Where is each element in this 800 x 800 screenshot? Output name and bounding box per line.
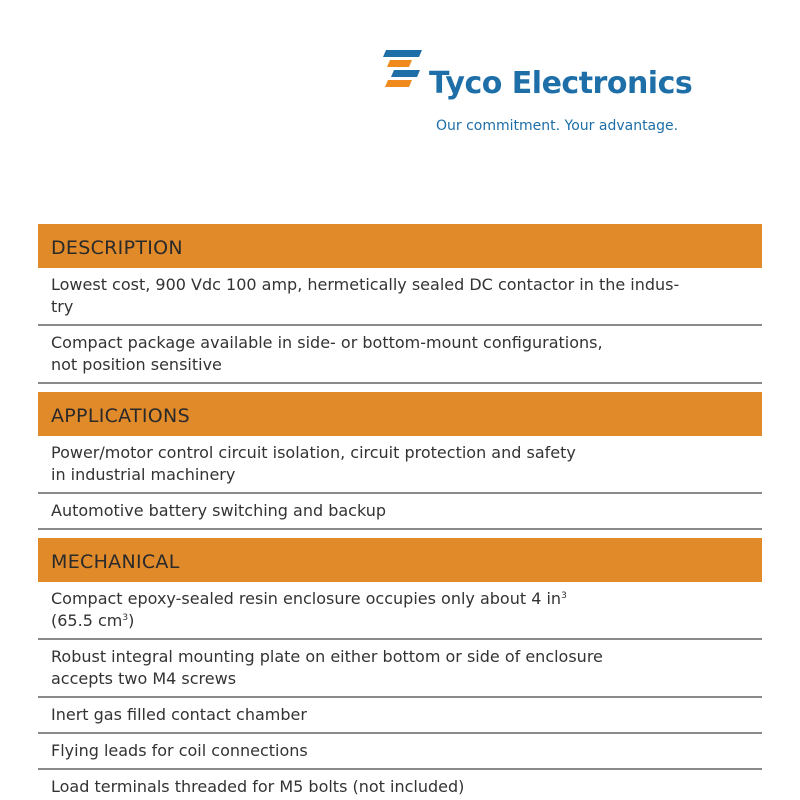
spec-row-line: Compact package available in side- or bottom-mount configurations, <box>51 333 603 352</box>
spec-row-line: in industrial machinery <box>51 465 236 484</box>
spec-row-line: Load terminals threaded for M5 bolts (not included) <box>51 777 465 796</box>
spec-row-line: Inert gas filled contact chamber <box>51 705 307 724</box>
company-name: Tyco Electronics <box>429 66 693 101</box>
company-tagline: Our commitment. Your advantage. <box>436 118 679 134</box>
spec-row <box>38 326 762 384</box>
spec-row <box>38 436 762 494</box>
spec-row-line: try <box>51 297 74 316</box>
spec-row <box>38 698 762 734</box>
spec-row-line: Flying leads for coil connections <box>51 741 308 760</box>
spec-row <box>38 582 762 640</box>
spec-row <box>38 770 762 800</box>
section-header-applications: APPLICATIONS <box>38 392 762 436</box>
spec-row-line: Power/motor control circuit isolation, circuit protection and safety <box>51 443 576 462</box>
spec-row-line: not position sensitive <box>51 355 222 374</box>
spec-row-line: Automotive battery switching and backup <box>51 501 387 520</box>
spec-row <box>38 640 762 698</box>
spec-row-line: accepts two M4 screws <box>51 669 237 688</box>
section-header-description: DESCRIPTION <box>38 224 762 268</box>
spec-row-line: Robust integral mounting plate on either bottom or side of enclosure <box>51 647 603 666</box>
company-logo <box>382 46 702 141</box>
spec-row <box>38 268 762 326</box>
spec-row <box>38 494 762 530</box>
tyco-stripes-logo-icon <box>382 48 426 90</box>
spec-row-line: (65.5 $cm^3$) <box>51 611 135 630</box>
section-header-mechanical: MECHANICAL <box>38 538 762 582</box>
spec-row <box>38 734 762 770</box>
spec-row-line: Lowest cost, 900 Vdc 100 amp, hermetically sealed DC contactor in the indus- <box>51 275 680 294</box>
spec-row-line: Compact epoxy-sealed resin enclosure occupies only about 4 $in^3$ <box>51 589 567 608</box>
spec-table <box>38 224 762 800</box>
